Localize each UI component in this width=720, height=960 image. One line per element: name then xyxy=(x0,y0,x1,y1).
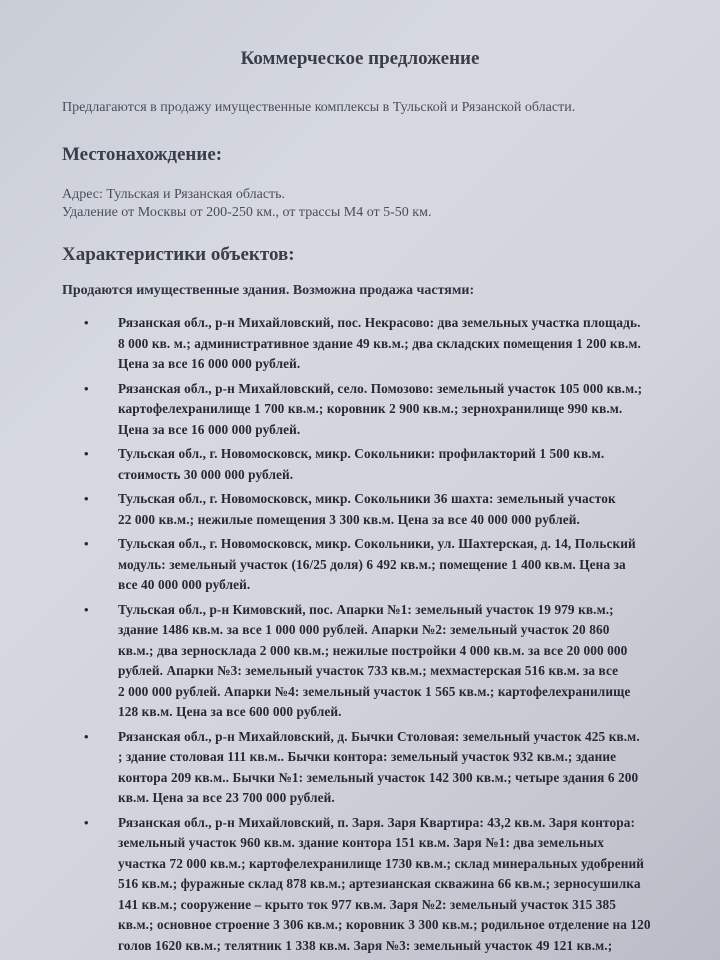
item-line: Тульская обл., г. Новомосковск, микр. Сокольники: профилакторий 1 500 кв.м. xyxy=(118,446,605,461)
bullet-icon: • xyxy=(84,728,89,744)
item-line: Рязанская обл., р-н Михайловский, д. Бычки Столовая: земельный участок 425 кв.м. xyxy=(118,728,640,744)
bullet-icon: • xyxy=(84,446,89,461)
item-line: земельный участок 960 кв.м. здание контора 151 кв.м. Заря №1: два земельных xyxy=(118,835,604,850)
bullet-icon: • xyxy=(84,315,89,330)
property-list xyxy=(82,313,720,960)
item-line: 8 000 кв. м.; административное здание 49 кв.м.; два складских помещения 1 200 кв.м. xyxy=(118,335,641,351)
list-item xyxy=(82,444,720,485)
item-line: кв.м. Цена за все 23 700 000 рублей. xyxy=(118,790,335,805)
bullet-icon: • xyxy=(84,601,89,617)
item-line: Рязанская обл., р-н Михайловский, пос. Некрасово: два земельных участка площадь. xyxy=(118,315,641,330)
list-item xyxy=(82,489,720,530)
list-item xyxy=(82,727,720,809)
characteristics-heading: Характеристики объектов: xyxy=(62,244,295,265)
item-line: картофелехранилище 1 700 кв.м.; коровник 2 900 кв.м.; зернохранилище 990 кв.м. xyxy=(118,401,623,416)
document-title: Коммерческое предложение xyxy=(240,48,480,69)
subheading: Продаются имущественные здания. Возможна продажа частями: xyxy=(62,283,475,298)
item-line: Рязанская обл., р-н Михайловский, п. Заря. Заря Квартира: 43,2 кв.м. Заря контора: xyxy=(118,814,635,830)
distance-line: Удаление от Москвы от 200-250 км., от трассы М4 от 5-50 км. xyxy=(62,205,432,220)
item-line: стоимость 30 000 000 рублей. xyxy=(118,466,294,482)
item-line: кв.м.; два зерносклада 2 000 кв.м.; нежилые постройки 4 000 кв.м. за все 20 000 000 xyxy=(118,642,628,658)
location-heading: Местонахождение: xyxy=(62,144,223,165)
list-item xyxy=(82,313,720,375)
item-line: участка 72 000 кв.м.; картофелехранилище 1730 кв.м.; склад минеральных удобрений xyxy=(118,855,644,871)
item-line: 22 000 кв.м.; нежилые помещения 3 300 кв.м. Цена за все 40 000 000 рублей. xyxy=(118,511,580,527)
address-line: Адрес: Тульская и Рязанская область. xyxy=(62,187,286,202)
list-item xyxy=(82,379,720,441)
item-line: модуль: земельный участок (16/25 доля) 6 492 кв.м.; помещение 1 400 кв.м. Цена за xyxy=(118,556,626,572)
item-line: 516 кв.м.; фуражные склад 878 кв.м.; артезианская скважина 66 кв.м.; зерносушилка xyxy=(118,876,641,891)
item-line: здание 1486 кв.м. за все 1 000 000 рублей. Апарки №2: земельный участок 20 860 xyxy=(118,622,610,637)
bullet-icon: • xyxy=(84,814,89,830)
intro-text: Предлагаются в продажу имущественные комплексы в Тульской и Рязанской области. xyxy=(62,100,576,115)
item-line: контора 209 кв.м.. Бычки №1: земельный участок 142 300 кв.м.; четыре здания 6 200 xyxy=(118,769,639,785)
item-line: голов 1620 кв.м.; телятник 1 338 кв.м. Заря №3: земельный участок 49 121 кв.м.; xyxy=(118,937,613,953)
item-line: 2 000 000 рублей. Апарки №4: земельный участок 1 565 кв.м.; картофелехранилище xyxy=(118,683,631,699)
item-line: кв.м.; основное строение 3 306 кв.м.; коровник 3 300 кв.м.; родильное отделение на 120 xyxy=(118,917,651,932)
item-line: ; здание столовая 111 кв.м.. Бычки контора: земельный участок 932 кв.м.; здание xyxy=(118,749,617,764)
list-item xyxy=(82,534,720,596)
list-item xyxy=(82,813,720,957)
item-line: 141 кв.м.; сооружение – крыто ток 977 кв.м. Заря №2: земельный участок 315 385 xyxy=(118,896,617,912)
item-line: Цена за все 16 000 000 рублей. xyxy=(118,356,301,371)
item-line: Рязанская обл., р-н Михайловский, село. Помозово: земельный участок 105 000 кв.м.; xyxy=(118,380,643,396)
item-line: все 40 000 000 рублей. xyxy=(118,577,251,592)
item-line: рублей. Апарки №3: земельный участок 733 кв.м.; мехмастерская 516 кв.м. за все xyxy=(118,663,619,678)
bullet-icon: • xyxy=(84,491,89,506)
item-line: 128 кв.м. Цена за все 600 000 рублей. xyxy=(118,704,342,719)
bullet-icon: • xyxy=(84,536,89,551)
list-item xyxy=(82,600,720,723)
address-block xyxy=(62,186,431,222)
bullet-icon: • xyxy=(84,380,89,396)
item-line: Тульская обл., р-н Кимовский, пос. Апарки №1: земельный участок 19 979 кв.м.; xyxy=(118,601,614,617)
item-line: Тульская обл., г. Новомосковск, микр. Сокольники, ул. Шахтерская, д. 14, Польский xyxy=(118,536,636,551)
item-line: Цена за все 16 000 000 рублей. xyxy=(118,421,301,437)
item-line: Тульская обл., г. Новомосковск, микр. Сокольники 36 шахта: земельный участок xyxy=(118,491,616,506)
